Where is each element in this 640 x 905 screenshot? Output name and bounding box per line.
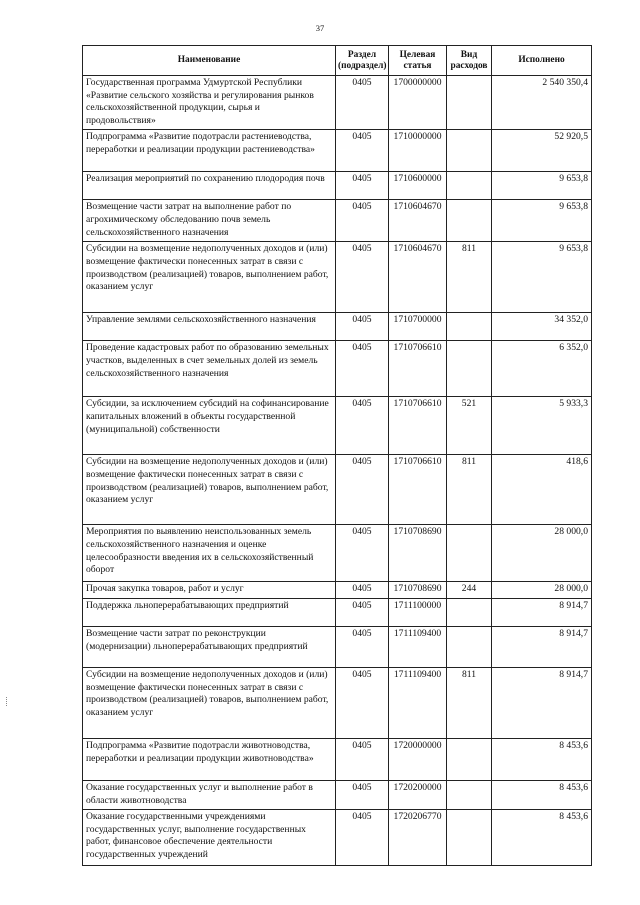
row-done: 8 453,6 <box>492 738 592 780</box>
row-kind: 811 <box>447 242 492 313</box>
row-done: 2 540 350,4 <box>492 76 592 130</box>
row-kind <box>447 738 492 780</box>
table-row <box>83 130 592 172</box>
row-article: 1710706610 <box>389 397 447 455</box>
row-article: 1710600000 <box>389 172 447 200</box>
row-section: 0405 <box>336 598 389 626</box>
row-done: 8 453,6 <box>492 780 592 809</box>
row-article: 1710706610 <box>389 455 447 525</box>
row-article: 1710708690 <box>389 525 447 582</box>
row-done: 9 653,8 <box>492 200 592 242</box>
row-done: 418,6 <box>492 455 592 525</box>
row-article: 1711109400 <box>389 667 447 738</box>
row-article: 1710604670 <box>389 242 447 313</box>
row-article: 1720200000 <box>389 780 447 809</box>
row-name: Мероприятия по выявлению неиспользованных земель сельскохозяйственного назначения и оценке целесообразности введения их в сельскохозяйственный оборот <box>83 525 336 582</box>
row-kind: 521 <box>447 397 492 455</box>
row-section: 0405 <box>336 397 389 455</box>
header-done: Исполнено <box>492 46 592 76</box>
table-row <box>83 738 592 780</box>
table-row <box>83 455 592 525</box>
table-row <box>83 667 592 738</box>
row-kind <box>447 780 492 809</box>
row-section: 0405 <box>336 780 389 809</box>
row-article: 1720206770 <box>389 810 447 866</box>
row-section: 0405 <box>336 525 389 582</box>
table-row <box>83 810 592 866</box>
row-kind: 811 <box>447 667 492 738</box>
row-section: 0405 <box>336 172 389 200</box>
table-row <box>83 313 592 341</box>
table-row <box>83 242 592 313</box>
row-name: Возмещение части затрат по реконструкции (модернизации) льноперерабатывающих предприятий <box>83 626 336 667</box>
row-name: Субсидии на возмещение недополученных доходов и (или) возмещение фактически понесенных затрат в связи с производством (реализацией) товаров, выполнением работ, оказанием услуг <box>83 667 336 738</box>
row-kind <box>447 626 492 667</box>
row-name: Субсидии на возмещение недополученных доходов и (или) возмещение фактически понесенных затрат в связи с производством (реализацией) товаров, выполнением работ, оказанием услуг <box>83 242 336 313</box>
row-name: Субсидии, за исключением субсидий на софинансирование капитальных вложений в объекты государственной (муниципальной) собственности <box>83 397 336 455</box>
row-name: Субсидии на возмещение недополученных доходов и (или) возмещение фактически понесенных затрат в связи с производством (реализацией) товаров, выполнением работ, оказанием услуг <box>83 455 336 525</box>
row-done: 52 920,5 <box>492 130 592 172</box>
row-article: 1700000000 <box>389 76 447 130</box>
row-section: 0405 <box>336 242 389 313</box>
row-article: 1710706610 <box>389 341 447 397</box>
row-section: 0405 <box>336 130 389 172</box>
row-article: 1710700000 <box>389 313 447 341</box>
table-row <box>83 525 592 582</box>
row-article: 1720000000 <box>389 738 447 780</box>
row-section: 0405 <box>336 313 389 341</box>
row-done: 8 914,7 <box>492 667 592 738</box>
table-header-row <box>83 46 592 76</box>
row-section: 0405 <box>336 626 389 667</box>
table-row <box>83 626 592 667</box>
table-row <box>83 200 592 242</box>
row-article: 1711109400 <box>389 626 447 667</box>
row-name: Управление землями сельскохозяйственного назначения <box>83 313 336 341</box>
row-done: 8 914,7 <box>492 598 592 626</box>
row-name: Подпрограмма «Развитие подотрасли животноводства, переработки и реализации продукции животноводства» <box>83 738 336 780</box>
row-section: 0405 <box>336 738 389 780</box>
row-name: Проведение кадастровых работ по образованию земельных участков, выделенных в счет земельных долей из земель сельскохозяйственного назначения <box>83 341 336 397</box>
row-kind <box>447 341 492 397</box>
header-kind: Вид расходов <box>447 46 492 76</box>
row-section: 0405 <box>336 455 389 525</box>
row-section: 0405 <box>336 582 389 599</box>
row-kind <box>447 810 492 866</box>
table-row <box>83 780 592 809</box>
table-row <box>83 582 592 599</box>
page-number: 37 <box>315 23 325 33</box>
row-kind <box>447 172 492 200</box>
row-name: Оказание государственными учреждениями государственных услуг, выполнение государственных работ, финансовое обеспечение деятельности государственных учреждений <box>83 810 336 866</box>
row-done: 6 352,0 <box>492 341 592 397</box>
table-row <box>83 76 592 130</box>
row-done: 5 933,3 <box>492 397 592 455</box>
row-done: 9 653,8 <box>492 242 592 313</box>
row-article: 1710604670 <box>389 200 447 242</box>
table-row <box>83 397 592 455</box>
row-kind <box>447 200 492 242</box>
budget-table <box>82 45 592 866</box>
row-section: 0405 <box>336 200 389 242</box>
row-kind <box>447 130 492 172</box>
row-section: 0405 <box>336 341 389 397</box>
row-name: Подпрограмма «Развитие подотрасли растениеводства, переработки и реализации продукции растениеводства» <box>83 130 336 172</box>
header-article: Целевая статья <box>389 46 447 76</box>
row-section: 0405 <box>336 810 389 866</box>
table-row <box>83 172 592 200</box>
table-row <box>83 341 592 397</box>
row-name: Государственная программа Удмуртской Республики «Развитие сельского хозяйства и регулирования рынков сельскохозяйственной продукции, сырья и продовольствия» <box>83 76 336 130</box>
table-row <box>83 598 592 626</box>
row-kind <box>447 525 492 582</box>
row-name: Оказание государственных услуг и выполнение работ в области животноводства <box>83 780 336 809</box>
row-article: 1710708690 <box>389 582 447 599</box>
header-section: Раздел (подраздел) <box>336 46 389 76</box>
header-name: Наименование <box>83 46 336 76</box>
row-section: 0405 <box>336 667 389 738</box>
row-name: Прочая закупка товаров, работ и услуг <box>83 582 336 599</box>
row-kind: 811 <box>447 455 492 525</box>
row-name: Возмещение части затрат на выполнение работ по агрохимическому обследованию почв земель сельскохозяйственного назначения <box>83 200 336 242</box>
row-done: 34 352,0 <box>492 313 592 341</box>
row-done: 28 000,0 <box>492 582 592 599</box>
row-done: 9 653,8 <box>492 172 592 200</box>
row-done: 8 914,7 <box>492 626 592 667</box>
row-done: 28 000,0 <box>492 525 592 582</box>
row-article: 1710000000 <box>389 130 447 172</box>
row-name: Реализация мероприятий по сохранению плодородия почв <box>83 172 336 200</box>
row-kind <box>447 76 492 130</box>
row-kind <box>447 598 492 626</box>
row-article: 1711100000 <box>389 598 447 626</box>
scan-artifact-mark <box>6 697 8 706</box>
row-name: Поддержка льноперерабатывающих предприятий <box>83 598 336 626</box>
row-section: 0405 <box>336 76 389 130</box>
row-kind <box>447 313 492 341</box>
row-kind: 244 <box>447 582 492 599</box>
row-done: 8 453,6 <box>492 810 592 866</box>
